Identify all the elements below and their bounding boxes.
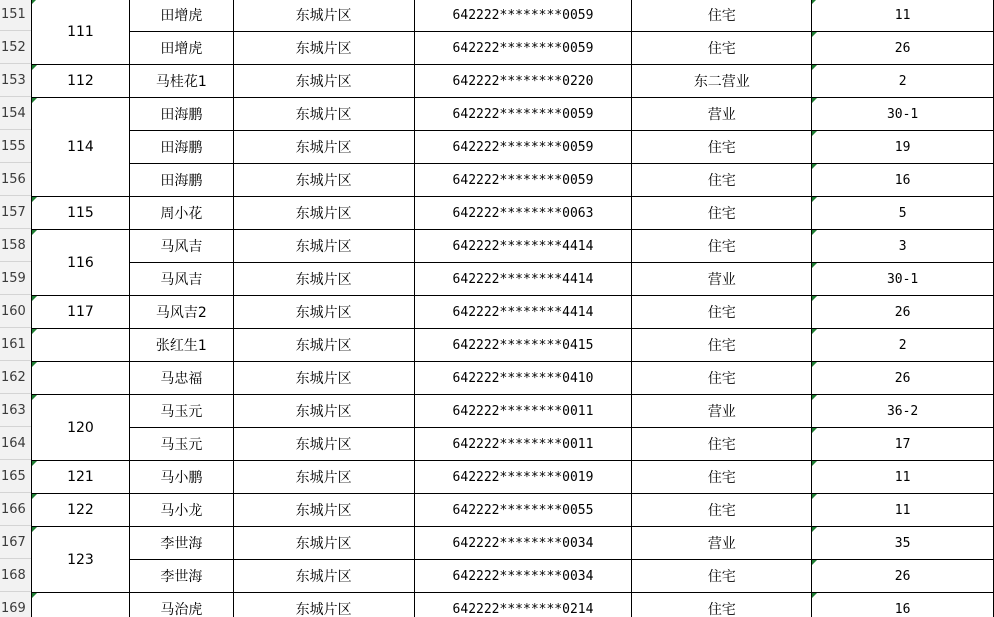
number-cell-text: 19: [894, 140, 911, 155]
number-cell-text: 5: [898, 206, 907, 221]
table-row: [32, 428, 994, 461]
number-cell[interactable]: [812, 560, 994, 593]
row-number[interactable]: 169: [0, 592, 31, 617]
row-number[interactable]: 165: [0, 460, 31, 493]
table-row: [32, 98, 994, 131]
row-number[interactable]: 154: [0, 97, 31, 130]
id-number-cell[interactable]: [414, 230, 632, 263]
row-number[interactable]: 168: [0, 559, 31, 592]
id-number-cell-text: 642222********0034: [452, 569, 594, 584]
number-cell[interactable]: [812, 428, 994, 461]
id-number-cell-text: 642222********0034: [452, 536, 594, 551]
number-cell[interactable]: [812, 494, 994, 527]
row-number[interactable]: 166: [0, 493, 31, 526]
area-cell[interactable]: 东城片区: [233, 230, 414, 263]
number-cell-text: 16: [894, 602, 911, 617]
name-cell[interactable]: 周小花: [129, 197, 233, 230]
row-number[interactable]: 157: [0, 196, 31, 229]
table-row: [32, 560, 994, 593]
area-cell[interactable]: 东城片区: [233, 164, 414, 197]
row-header-column: [0, 0, 32, 617]
id-number-cell[interactable]: [414, 362, 632, 395]
number-cell-text: 2: [898, 74, 907, 89]
number-cell[interactable]: [812, 527, 994, 560]
type-cell[interactable]: 住宅: [632, 461, 812, 494]
area-cell[interactable]: 东城片区: [233, 395, 414, 428]
table-row: [32, 395, 994, 428]
table-row: [32, 0, 994, 32]
area-cell[interactable]: 东城片区: [233, 65, 414, 98]
type-cell[interactable]: 营业: [632, 263, 812, 296]
number-cell-text: 26: [894, 305, 911, 320]
name-cell[interactable]: 马小鹏: [129, 461, 233, 494]
area-cell[interactable]: 东城片区: [233, 362, 414, 395]
id-number-cell-text: 642222********0063: [452, 206, 594, 221]
data-table: [31, 0, 994, 617]
group-number-cell[interactable]: 112: [32, 65, 130, 98]
type-cell[interactable]: 住宅: [632, 494, 812, 527]
type-cell[interactable]: 住宅: [632, 197, 812, 230]
id-number-cell[interactable]: [414, 164, 632, 197]
number-cell[interactable]: [812, 296, 994, 329]
id-number-cell-text: 642222********0055: [452, 503, 594, 518]
name-cell[interactable]: 李世海: [129, 527, 233, 560]
name-cell[interactable]: 田海鹏: [129, 164, 233, 197]
group-number-cell[interactable]: 117: [32, 296, 130, 329]
group-number-cell[interactable]: 122: [32, 494, 130, 527]
id-number-cell[interactable]: [414, 98, 632, 131]
type-cell[interactable]: 住宅: [632, 230, 812, 263]
row-number[interactable]: 155: [0, 130, 31, 163]
type-cell[interactable]: 营业: [632, 527, 812, 560]
row-number[interactable]: 158: [0, 229, 31, 262]
name-cell[interactable]: 马忠福: [129, 362, 233, 395]
id-number-cell-text: 642222********0415: [452, 338, 594, 353]
table-row: [32, 329, 994, 362]
number-cell-text: 3: [898, 239, 907, 254]
table-row: [32, 164, 994, 197]
table-row: [32, 461, 994, 494]
table-row: [32, 131, 994, 164]
id-number-cell-text: 642222********0059: [452, 140, 594, 155]
number-cell-text: 26: [894, 569, 911, 584]
id-number-cell-text: 642222********0059: [452, 41, 594, 56]
type-cell[interactable]: 东二营业: [632, 65, 812, 98]
group-number-cell[interactable]: 123: [32, 527, 130, 593]
id-number-cell[interactable]: [414, 32, 632, 65]
row-number[interactable]: 162: [0, 361, 31, 394]
name-cell[interactable]: 马风吉: [129, 263, 233, 296]
row-number[interactable]: 159: [0, 262, 31, 295]
type-cell[interactable]: 住宅: [632, 32, 812, 65]
name-cell[interactable]: 田海鹏: [129, 98, 233, 131]
area-cell[interactable]: 东城片区: [233, 131, 414, 164]
area-cell[interactable]: 东城片区: [233, 98, 414, 131]
id-number-cell[interactable]: [414, 296, 632, 329]
area-cell[interactable]: 东城片区: [233, 593, 414, 617]
area-cell[interactable]: 东城片区: [233, 428, 414, 461]
name-cell[interactable]: 田增虎: [129, 32, 233, 65]
area-cell[interactable]: 东城片区: [233, 329, 414, 362]
number-cell-text: 26: [894, 371, 911, 386]
id-number-cell[interactable]: [414, 263, 632, 296]
number-cell-text: 30-1: [886, 107, 919, 122]
name-cell[interactable]: 马玉元: [129, 395, 233, 428]
number-cell-text: 11: [894, 503, 911, 518]
number-cell[interactable]: [812, 593, 994, 617]
name-cell[interactable]: 田海鹏: [129, 131, 233, 164]
id-number-cell-text: 642222********0011: [452, 437, 594, 452]
table-row: [32, 197, 994, 230]
area-cell[interactable]: 东城片区: [233, 296, 414, 329]
group-number-cell[interactable]: 121: [32, 461, 130, 494]
type-cell[interactable]: 营业: [632, 98, 812, 131]
row-number[interactable]: 151: [0, 0, 31, 31]
area-cell[interactable]: 东城片区: [233, 560, 414, 593]
group-number-cell[interactable]: 114: [32, 98, 130, 197]
area-cell[interactable]: 东城片区: [233, 32, 414, 65]
number-cell-text: 36-2: [886, 404, 919, 419]
number-cell-text: 35: [894, 536, 911, 551]
name-cell[interactable]: 马玉元: [129, 428, 233, 461]
number-cell[interactable]: [812, 164, 994, 197]
table-row: [32, 263, 994, 296]
row-number[interactable]: 160: [0, 295, 31, 328]
name-cell[interactable]: 李世海: [129, 560, 233, 593]
number-cell[interactable]: [812, 98, 994, 131]
table-row: [32, 593, 994, 617]
area-cell[interactable]: 东城片区: [233, 461, 414, 494]
id-number-cell-text: 642222********0019: [452, 470, 594, 485]
number-cell[interactable]: [812, 230, 994, 263]
row-number[interactable]: 167: [0, 526, 31, 559]
row-number[interactable]: 164: [0, 427, 31, 460]
id-number-cell-text: 642222********0410: [452, 371, 594, 386]
name-cell[interactable]: 张红生1: [129, 329, 233, 362]
id-number-cell-text: 642222********0059: [452, 173, 594, 188]
number-cell-text: 11: [894, 470, 911, 485]
id-number-cell-text: 642222********4414: [452, 239, 594, 254]
name-cell[interactable]: 马桂花1: [129, 65, 233, 98]
type-cell[interactable]: 住宅: [632, 0, 812, 32]
group-number-cell[interactable]: 115: [32, 197, 130, 230]
row-number[interactable]: 152: [0, 31, 31, 64]
area-cell[interactable]: 东城片区: [233, 0, 414, 32]
number-cell[interactable]: [812, 461, 994, 494]
area-cell[interactable]: 东城片区: [233, 527, 414, 560]
row-number[interactable]: 163: [0, 394, 31, 427]
type-cell[interactable]: 住宅: [632, 131, 812, 164]
type-cell[interactable]: 住宅: [632, 296, 812, 329]
id-number-cell[interactable]: [414, 197, 632, 230]
area-cell[interactable]: 东城片区: [233, 494, 414, 527]
id-number-cell[interactable]: [414, 329, 632, 362]
area-cell[interactable]: 东城片区: [233, 197, 414, 230]
id-number-cell-text: 642222********4414: [452, 305, 594, 320]
number-cell[interactable]: [812, 0, 994, 32]
type-cell[interactable]: 住宅: [632, 428, 812, 461]
number-cell[interactable]: [812, 263, 994, 296]
table-row: [32, 296, 994, 329]
row-number[interactable]: 161: [0, 328, 31, 361]
type-cell[interactable]: 住宅: [632, 329, 812, 362]
number-cell-text: 2: [898, 338, 907, 353]
id-number-cell[interactable]: [414, 428, 632, 461]
id-number-cell-text: 642222********4414: [452, 272, 594, 287]
id-number-cell[interactable]: [414, 131, 632, 164]
id-number-cell[interactable]: [414, 527, 632, 560]
group-number-cell[interactable]: [32, 362, 130, 395]
id-number-cell-text: 642222********0059: [452, 107, 594, 122]
type-cell[interactable]: 住宅: [632, 560, 812, 593]
number-cell[interactable]: [812, 395, 994, 428]
number-cell-text: 17: [894, 437, 911, 452]
name-cell[interactable]: 马风吉: [129, 230, 233, 263]
group-number-cell[interactable]: [32, 593, 130, 617]
group-number-cell[interactable]: 111: [32, 0, 130, 65]
group-number-cell[interactable]: [32, 329, 130, 362]
group-number-cell[interactable]: 116: [32, 230, 130, 296]
name-cell[interactable]: 马风吉2: [129, 296, 233, 329]
id-number-cell[interactable]: [414, 593, 632, 617]
table-row: [32, 230, 994, 263]
table-row: [32, 527, 994, 560]
id-number-cell-text: 642222********0011: [452, 404, 594, 419]
number-cell-text: 30-1: [886, 272, 919, 287]
id-number-cell-text: 642222********0214: [452, 602, 594, 617]
row-number[interactable]: 153: [0, 64, 31, 97]
table-row: [32, 32, 994, 65]
number-cell[interactable]: [812, 329, 994, 362]
number-cell-text: 11: [894, 8, 911, 23]
number-cell[interactable]: [812, 131, 994, 164]
table-row: [32, 65, 994, 98]
type-cell[interactable]: 营业: [632, 395, 812, 428]
number-cell-text: 16: [894, 173, 911, 188]
number-cell-text: 26: [894, 41, 911, 56]
table-row: [32, 362, 994, 395]
id-number-cell[interactable]: [414, 0, 632, 32]
type-cell[interactable]: 住宅: [632, 164, 812, 197]
id-number-cell[interactable]: [414, 65, 632, 98]
name-cell[interactable]: 马小龙: [129, 494, 233, 527]
id-number-cell[interactable]: [414, 395, 632, 428]
id-number-cell[interactable]: [414, 494, 632, 527]
name-cell[interactable]: 马治虎: [129, 593, 233, 617]
group-number-cell[interactable]: 120: [32, 395, 130, 461]
id-number-cell[interactable]: [414, 560, 632, 593]
number-cell[interactable]: [812, 362, 994, 395]
type-cell[interactable]: 住宅: [632, 362, 812, 395]
type-cell[interactable]: 住宅: [632, 593, 812, 617]
number-cell[interactable]: [812, 32, 994, 65]
row-number[interactable]: 156: [0, 163, 31, 196]
number-cell[interactable]: [812, 65, 994, 98]
name-cell[interactable]: 田增虎: [129, 0, 233, 32]
area-cell[interactable]: 东城片区: [233, 263, 414, 296]
id-number-cell[interactable]: [414, 461, 632, 494]
table-row: [32, 494, 994, 527]
id-number-cell-text: 642222********0059: [452, 8, 594, 23]
number-cell[interactable]: [812, 197, 994, 230]
id-number-cell-text: 642222********0220: [452, 74, 594, 89]
